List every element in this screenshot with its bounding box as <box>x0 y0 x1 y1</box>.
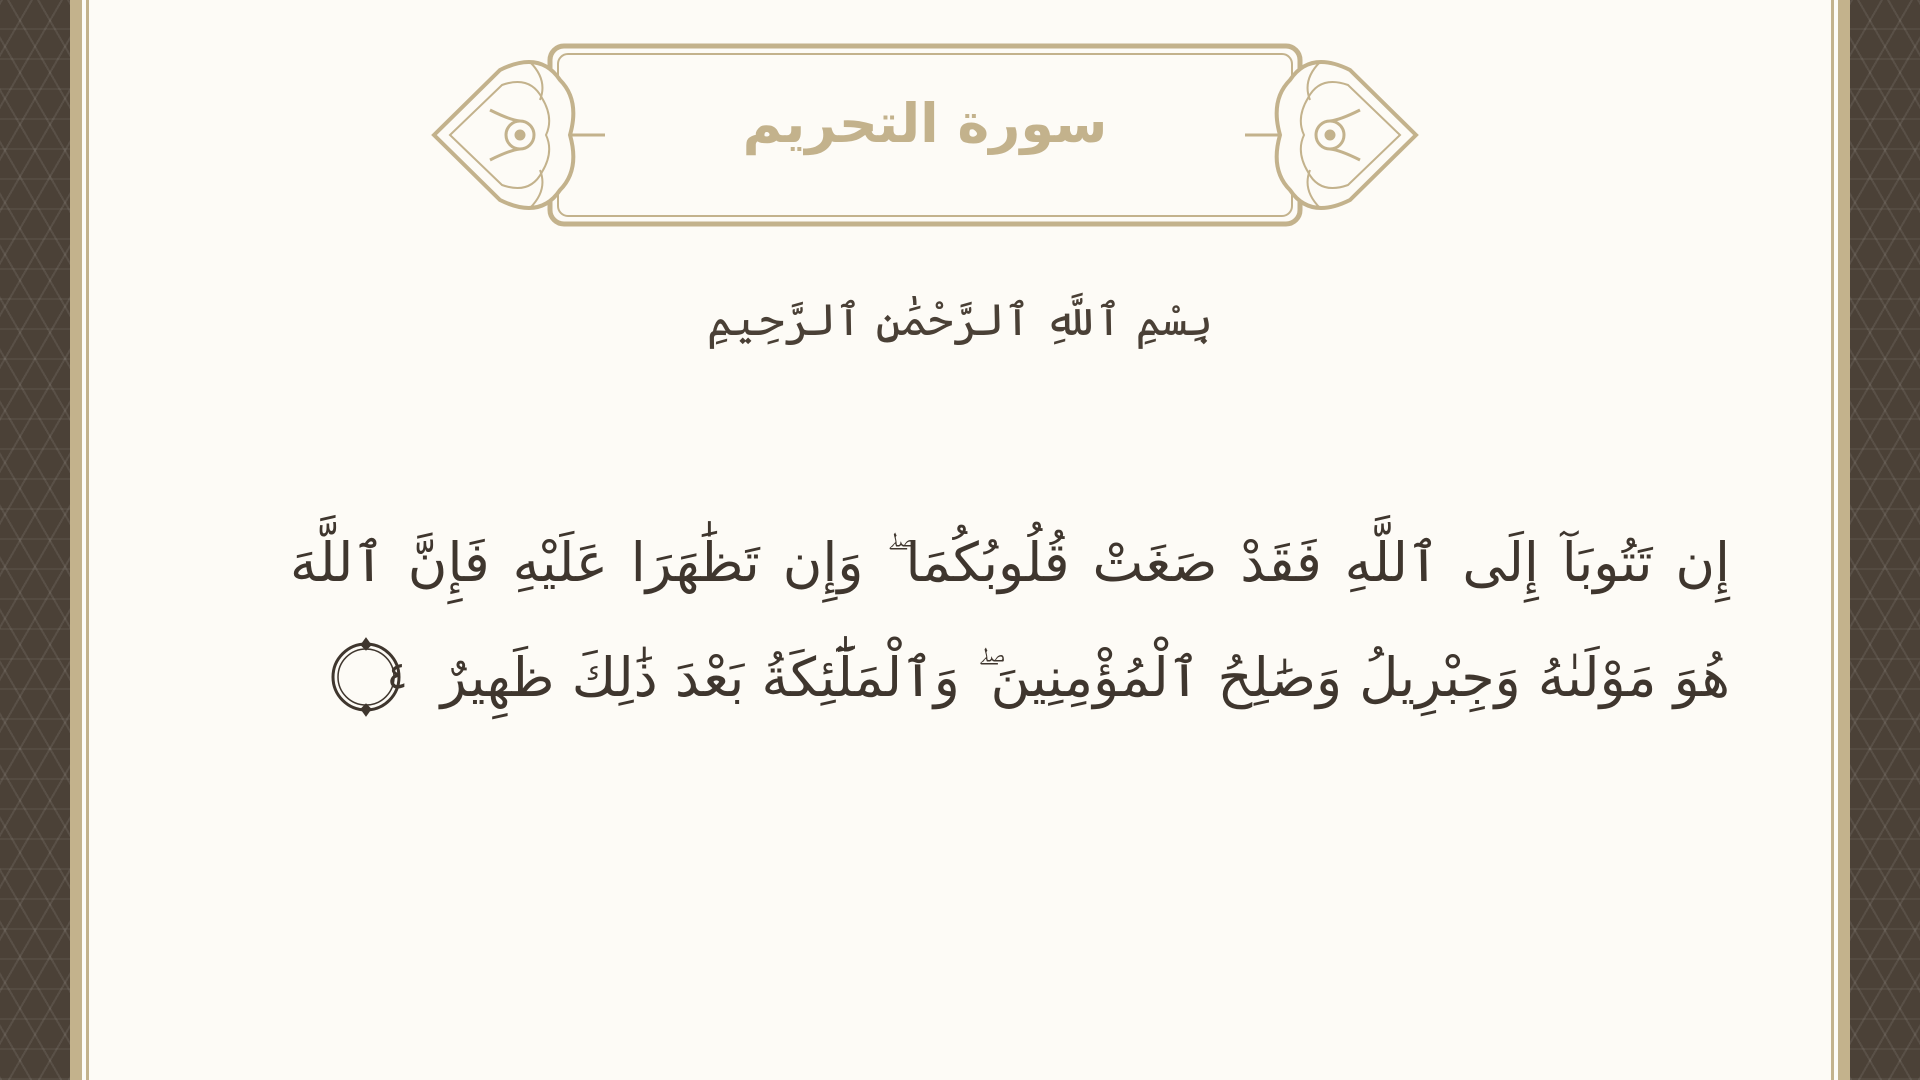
surah-title: سورة التحريم <box>742 92 1108 155</box>
verse-text-block <box>290 505 1730 735</box>
left-gold-rule <box>70 0 82 1080</box>
right-gold-thin-rule <box>1831 0 1834 1080</box>
left-gold-thin-rule <box>86 0 89 1080</box>
right-gold-rule <box>1838 0 1850 1080</box>
ayah-end-marker <box>325 636 407 718</box>
verse-text: إِن تَتُوبَآ إِلَى ٱللَّهِ فَقَدْ صَغَتْ قُلُوبُكُمَا ۖ وَإِن تَظَٰهَرَا عَلَيْهِ فَإِنَّ ٱللَّهَ هُوَ مَوْلَىٰهُ وَجِبْرِيلُ وَصَٰلِحُ ٱلْمُؤْمِنِينَ ۖ وَٱلْمَلَٰٓئِكَةُ بَعْدَ ذَٰلِكَ ظَهِيرٌ <box>290 531 1730 709</box>
right-geometric-pattern-border <box>1850 0 1920 1080</box>
left-geometric-pattern-border <box>0 0 70 1080</box>
basmala: بِسْمِ ٱللَّهِ ٱلرَّحْمَٰنِ ٱلرَّحِيمِ <box>706 295 1214 346</box>
surah-title-frame <box>430 40 1420 230</box>
ayah-number: ٤ <box>386 653 408 697</box>
